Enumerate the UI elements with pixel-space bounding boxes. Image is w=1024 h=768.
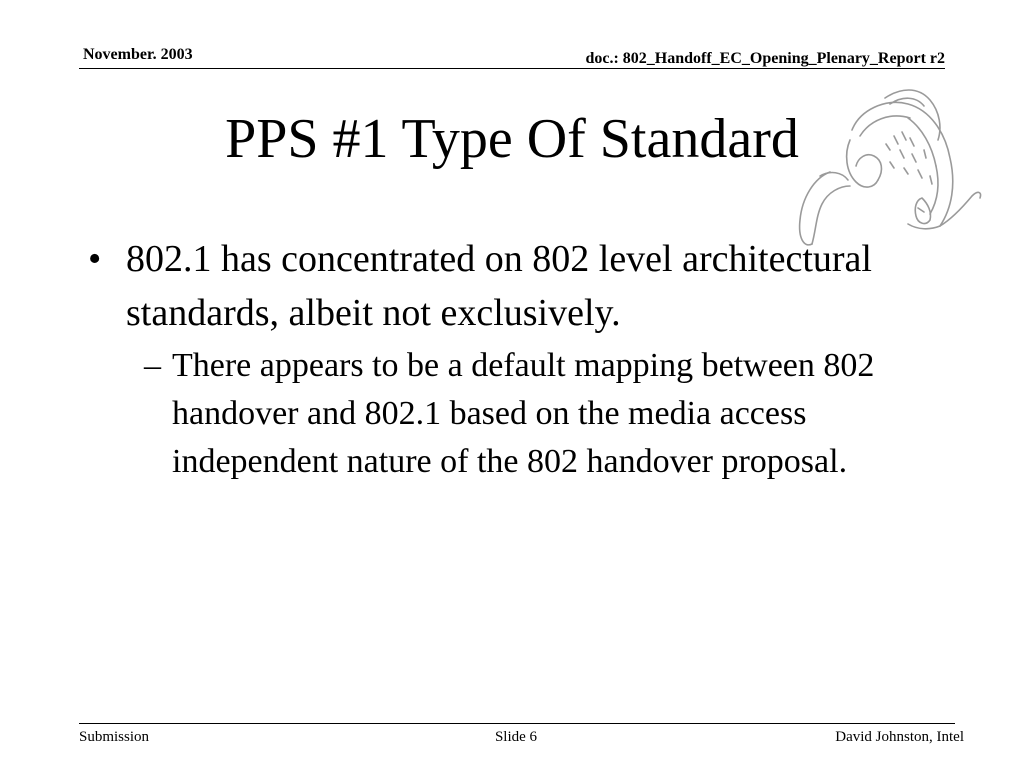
slide-body <box>86 232 956 486</box>
sub-bullet-mark: – <box>144 347 161 384</box>
footer-slide-number: Slide 6 <box>494 729 538 745</box>
header-document-id: doc.: 802_Handoff_EC_Opening_Plenary_Report r2 <box>585 50 945 67</box>
slide-title: PPS #1 Type Of Standard <box>225 108 799 170</box>
header-date: November. 2003 <box>83 46 193 63</box>
sub-bullet-item <box>144 342 956 486</box>
footer-divider <box>79 723 955 724</box>
footer-submission: Submission <box>79 729 150 745</box>
bullet-text: 802.1 has concentrated on 802 level architectural standards, albeit not exclusively. <box>126 238 872 334</box>
bullet-item <box>86 232 956 340</box>
bullet-mark: • <box>88 238 102 280</box>
sub-bullet-text: There appears to be a default mapping between 802 handover and 802.1 based on the media access independent nature of the 802 handover proposal. <box>172 347 875 480</box>
header-divider <box>79 68 945 69</box>
footer-author: David Johnston, Intel <box>835 729 964 745</box>
